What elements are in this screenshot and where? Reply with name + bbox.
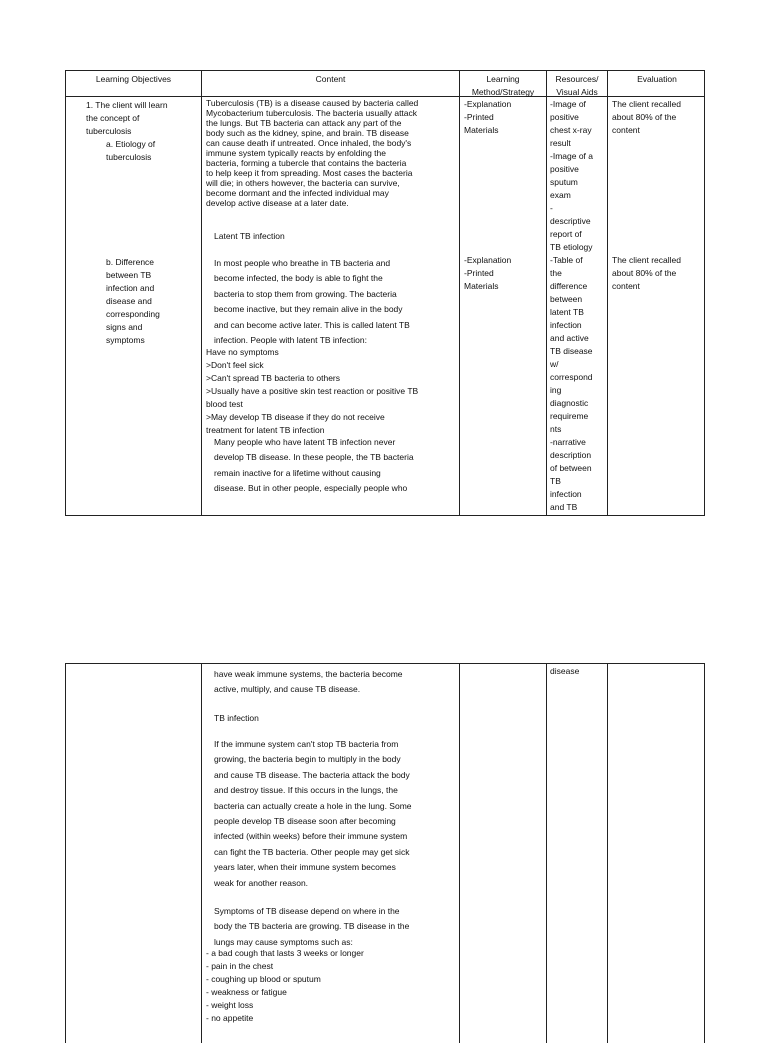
header-learning-method: Learning Method/Strategy (471, 74, 535, 97)
method-row-2: -Explanation -Printed Materials (464, 255, 512, 291)
column-divider (546, 664, 547, 1043)
resources-row-1: -Image of positive chest x-ray result -Image of a positive sputum exam - descriptive report of TB etiology (550, 99, 593, 252)
header-evaluation: Evaluation (637, 74, 677, 84)
tb-symptoms-paragraph: Symptoms of TB disease depend on where in the body the TB bacteria are growing. TB disease in the lungs may cause symptoms such as: (214, 906, 410, 947)
latent-tb-paragraph-2: Many people who have latent TB infection never develop TB disease. In these people, the TB bacteria remain inactive for a lifetime without causing disease. But in other people, especially people who (214, 437, 414, 494)
latent-tb-heading: Latent TB infection (214, 231, 285, 241)
objective-main: 1. The client will learn the concept of tuberculosis (86, 100, 168, 136)
resources-row-2: -Table of the difference between latent TB infection and active TB disease w/ correspond ing diagnostic requireme nts -narrative description of between TB infection and TB (550, 255, 593, 512)
column-divider (459, 71, 460, 515)
evaluation-row-2: The client recalled about 80% of the content (612, 255, 681, 291)
objective-sub-a: a. Etiology of tuberculosis (106, 139, 156, 162)
content-tb-intro: Tuberculosis (TB) is a disease caused by bacteria called Mycobacterium tuberculosis. The bacteria usually attack the lungs. But TB bacteria can attack any part of the body such as the kidney, spine, and brain. TB disease can cause death if untreated. Once inhaled, the body's immune system typically reacts by enfolding the bacteria, forming a tubercle that contains the bacteria to help keep it from spreading. Most cases the bacteria will die; in others however, the bacteria can survive, become dormant and the infected individual may develop active disease at a later date. (206, 98, 419, 208)
tb-symptoms-list: - a bad cough that lasts 3 weeks or longer - pain in the chest - coughing up blood or sputum - weakness or fatigue - weight loss - no appetite (206, 948, 364, 1023)
header-content: Content (315, 74, 346, 84)
tb-infection-heading: TB infection (214, 713, 259, 723)
lesson-plan-table-1 (65, 70, 705, 516)
header-divider (66, 96, 704, 97)
objective-sub-b: b. Difference between TB infection and disease and corresponding signs and symptoms (106, 257, 160, 345)
latent-tb-paragraph: In most people who breathe in TB bacteria and become infected, the body is able to fight the bacteria to stop them from growing. The bacteria become inactive, but they remain alive in the body and can become active later. This is called latent TB infection. People with latent TB infection: (214, 258, 410, 346)
column-divider (607, 664, 608, 1043)
method-row-1: -Explanation -Printed Materials (464, 99, 512, 135)
tb-infection-paragraph: If the immune system can't stop TB bacteria from growing, the bacteria begin to multiply in the body and cause TB disease. The bacteria attack the body and destroy tissue. If this occurs in the lungs, the bacteria can actually create a hole in the lung. Some people develop TB disease soon after becoming infected (within weeks) before their immune system can fight the TB bacteria. Other people may get sick years later, when their immune system becomes weak for another reason. (214, 739, 412, 888)
column-divider (607, 71, 608, 515)
evaluation-row-1: The client recalled about 80% of the content (612, 99, 681, 135)
header-learning-objectives: Learning Objectives (95, 74, 172, 84)
latent-tb-list: Have no symptoms >Don't feel sick >Can't spread TB bacteria to others >Usually have a positive skin test reaction or positive TB blood test >May develop TB disease if they do not receive treatment for latent TB infection (206, 347, 419, 435)
content-continued: have weak immune systems, the bacteria become active, multiply, and cause TB disease. (214, 669, 403, 695)
resources-continued: disease (550, 666, 580, 676)
header-resources: Resources/ Visual Aids (555, 74, 599, 97)
column-divider (546, 71, 547, 515)
column-divider (201, 664, 202, 1043)
column-divider (201, 71, 202, 515)
column-divider (459, 664, 460, 1043)
lesson-plan-table-2 (65, 663, 705, 1043)
